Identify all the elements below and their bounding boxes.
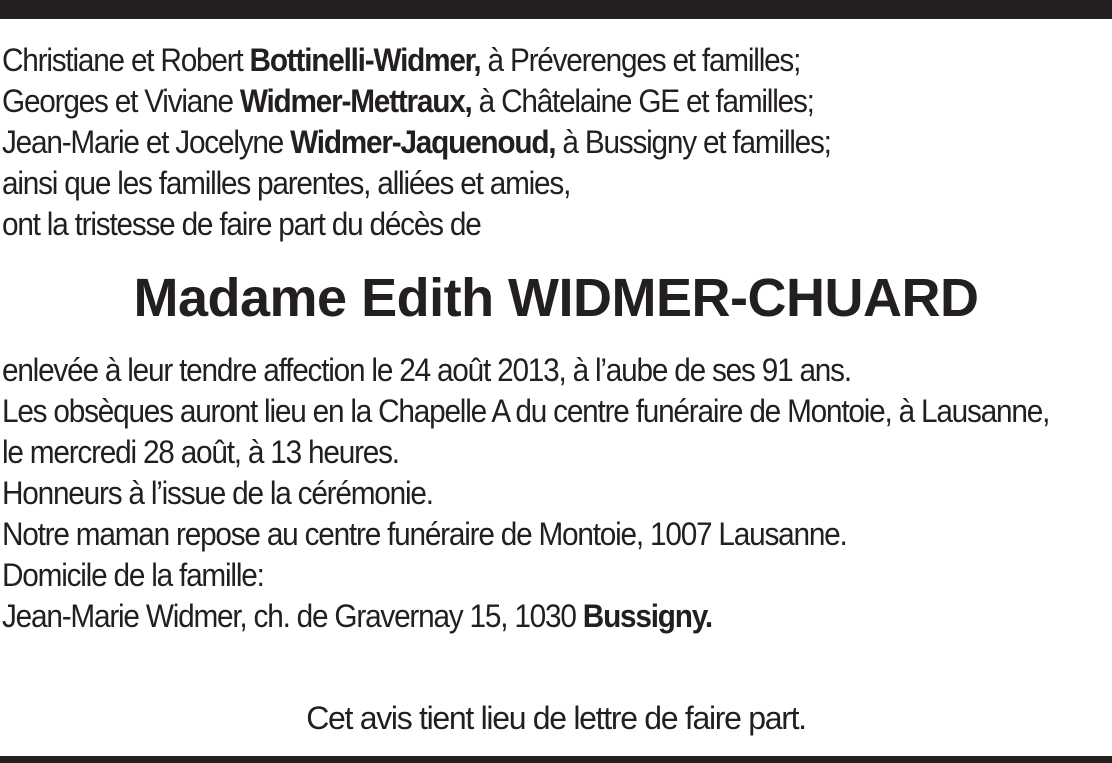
- relatives-line: ainsi que les familles parentes, alliées et amies,: [2, 165, 571, 201]
- top-rule: [0, 0, 1112, 19]
- deceased-name: Madame Edith WIDMER-CHUARD: [133, 268, 979, 328]
- passing-line: enlevée à leur tendre affection le 24 août 2013, à l’aube de ses 91 ans.: [2, 352, 851, 388]
- address-line: [2, 596, 1032, 637]
- address-street: Jean-Marie Widmer, ch. de Gravernay 15, 1030: [2, 598, 583, 634]
- funeral-date-line: le mercredi 28 août, à 13 heures.: [2, 434, 399, 470]
- family-line: [2, 40, 1032, 81]
- bottom-rule: [0, 756, 1112, 763]
- notice-body: [2, 350, 1050, 637]
- family-line: [2, 122, 1032, 163]
- family-location: à Châtelaine GE et familles;: [471, 83, 814, 119]
- rest-location-line: Notre maman repose au centre funéraire de Montoie, 1007 Lausanne.: [2, 516, 847, 552]
- family-members: Georges et Viviane: [2, 83, 240, 119]
- family-name: Widmer-Mettraux,: [239, 83, 472, 119]
- family-list: [2, 40, 1032, 245]
- family-location: à Préverenges et familles;: [480, 42, 801, 78]
- family-location: à Bussigny et familles;: [555, 124, 831, 160]
- closing-note: Cet avis tient lieu de lettre de faire part.: [306, 700, 806, 736]
- family-name: Bottinelli-Widmer,: [249, 42, 481, 78]
- family-name: Widmer-Jaquenoud,: [290, 124, 556, 160]
- announcement-line: ont la tristesse de faire part du décès de: [2, 206, 481, 242]
- address-city: Bussigny.: [582, 598, 712, 634]
- domicile-label: Domicile de la famille:: [2, 557, 264, 593]
- family-members: Christiane et Robert: [2, 42, 250, 78]
- family-line: [2, 81, 1032, 122]
- family-members: Jean-Marie et Jocelyne: [2, 124, 291, 160]
- honours-line: Honneurs à l’issue de la cérémonie.: [2, 475, 433, 511]
- funeral-paragraph: Les obsèques auront lieu en la Chapelle A du centre funéraire de Montoie, à Lausanne,: [2, 393, 1050, 429]
